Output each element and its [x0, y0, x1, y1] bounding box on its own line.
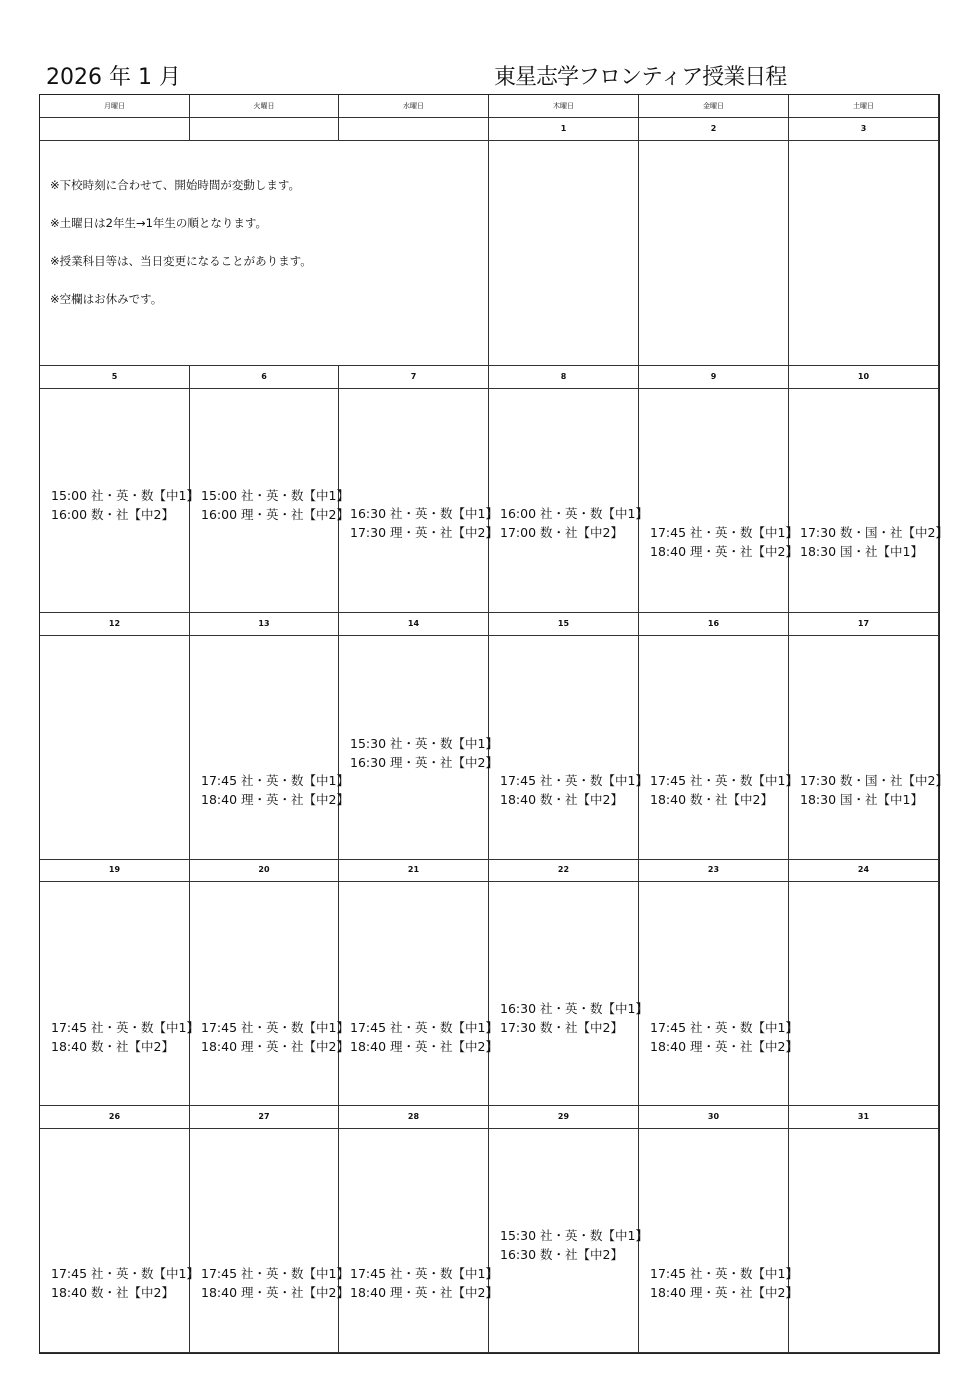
class-entry: 18:40 理・英・社【中2】	[650, 1039, 798, 1054]
day-cell	[789, 1129, 939, 1353]
date-number: 5	[111, 372, 118, 381]
day-cell	[789, 636, 948, 860]
date-number: 3	[860, 124, 867, 133]
class-entry: 16:30 社・英・数【中1】	[350, 506, 498, 521]
date-cell	[339, 1106, 489, 1129]
day-cell	[40, 389, 199, 613]
date-number: 19	[108, 865, 121, 874]
date-number: 17	[857, 619, 870, 628]
class-schedule	[650, 1264, 798, 1302]
class-entry: 17:45 社・英・数【中1】	[201, 1020, 349, 1035]
weekday-label: 月曜日	[104, 102, 125, 110]
class-entry: 18:40 理・英・社【中2】	[201, 1039, 349, 1054]
date-cell	[339, 118, 489, 141]
date-cell	[40, 613, 190, 636]
page-title: 東星志学フロンティア授業日程	[494, 65, 787, 90]
class-entry: 17:45 社・英・数【中1】	[350, 1020, 498, 1035]
class-entry: 18:40 数・社【中2】	[51, 1039, 174, 1054]
day-cell	[639, 389, 798, 613]
class-entry: 17:45 社・英・数【中1】	[201, 1266, 349, 1281]
class-entry: 17:45 社・英・数【中1】	[650, 1266, 798, 1281]
date-number: 6	[261, 372, 267, 381]
weekday-header	[339, 95, 489, 118]
class-entry: 16:00 数・社【中2】	[51, 507, 174, 522]
class-entry: 18:40 理・英・社【中2】	[650, 1285, 798, 1300]
note-item: ※土曜日は2年生→1年生の順となります。	[50, 216, 267, 230]
date-cell	[190, 366, 339, 389]
date-cell	[190, 613, 339, 636]
class-entry: 16:30 社・英・数【中1】	[500, 1001, 648, 1016]
date-number: 15	[557, 619, 570, 628]
class-entry: 17:45 社・英・数【中1】	[201, 773, 349, 788]
class-entry: 18:40 数・社【中2】	[51, 1285, 174, 1300]
class-entry: 15:30 社・英・数【中1】	[500, 1228, 648, 1243]
class-schedule	[350, 1264, 498, 1302]
month-label: 2026 年 1 月	[46, 65, 181, 90]
day-cell	[639, 1129, 798, 1353]
date-number: 10	[857, 372, 870, 381]
day-cell	[190, 882, 349, 1106]
date-cell	[190, 1106, 339, 1129]
date-cell	[489, 1106, 639, 1129]
class-schedule	[201, 1018, 349, 1056]
date-number: 26	[108, 1112, 121, 1121]
class-entry: 17:45 社・英・数【中1】	[51, 1266, 199, 1281]
date-cell	[789, 613, 939, 636]
date-number: 8	[560, 372, 567, 381]
day-cell	[190, 636, 349, 860]
class-entry: 18:40 理・英・社【中2】	[350, 1039, 498, 1054]
date-cell	[639, 366, 789, 389]
notes-cell	[40, 141, 489, 366]
date-cell	[489, 859, 639, 882]
class-entry: 18:40 理・英・社【中2】	[650, 544, 798, 559]
date-number: 20	[258, 865, 270, 874]
date-number: 24	[857, 865, 870, 874]
class-entry: 16:00 社・英・数【中1】	[500, 506, 648, 521]
date-cell	[639, 1106, 789, 1129]
day-cell	[489, 141, 639, 366]
date-number: 16	[707, 619, 720, 628]
date-number: 30	[707, 1112, 720, 1121]
class-schedule	[500, 771, 648, 809]
day-cell	[40, 882, 199, 1106]
class-schedule	[650, 771, 798, 809]
date-cell	[489, 366, 639, 389]
weekday-label: 火曜日	[253, 102, 275, 110]
class-schedule	[201, 486, 349, 524]
day-cell	[789, 141, 939, 366]
class-entry: 16:30 理・英・社【中2】	[350, 755, 498, 770]
class-schedule	[201, 1264, 349, 1302]
date-cell	[489, 613, 639, 636]
class-schedule	[500, 504, 648, 542]
date-number: 9	[710, 372, 717, 381]
class-entry: 17:30 理・英・社【中2】	[350, 525, 498, 540]
date-cell	[489, 118, 639, 141]
class-schedule	[350, 504, 498, 542]
class-entry: 17:45 社・英・数【中1】	[51, 1020, 199, 1035]
class-entry: 18:40 理・英・社【中2】	[201, 1285, 349, 1300]
date-cell	[789, 1106, 939, 1129]
date-cell	[789, 366, 939, 389]
date-number: 12	[108, 619, 121, 628]
class-schedule	[51, 1264, 199, 1302]
date-number: 31	[857, 1112, 870, 1121]
day-cell	[789, 389, 948, 613]
class-schedule	[800, 771, 948, 809]
class-entry: 18:40 数・社【中2】	[650, 792, 773, 807]
date-cell	[339, 613, 489, 636]
day-cell	[339, 636, 498, 860]
class-schedule	[500, 1226, 648, 1264]
date-cell	[40, 1106, 190, 1129]
day-cell	[489, 1129, 648, 1353]
weekday-header	[489, 95, 639, 118]
class-schedule	[650, 523, 798, 561]
day-cell	[639, 636, 798, 860]
class-schedule	[650, 1018, 798, 1056]
note-item: ※下校時刻に合わせて、開始時間が変動します。	[50, 178, 300, 192]
date-cell	[339, 859, 489, 882]
weekday-header	[639, 95, 789, 118]
class-schedule	[201, 771, 349, 809]
date-cell	[40, 118, 190, 141]
class-entry: 15:30 社・英・数【中1】	[350, 736, 498, 751]
date-number: 23	[707, 865, 720, 874]
date-cell	[639, 859, 789, 882]
weekday-header	[789, 95, 939, 118]
day-cell	[789, 882, 939, 1106]
class-entry: 17:45 社・英・数【中1】	[500, 773, 648, 788]
date-cell	[339, 366, 489, 389]
class-entry: 17:45 社・英・数【中1】	[350, 1266, 498, 1281]
note-item: ※空欄はお休みです。	[50, 292, 163, 306]
date-number: 13	[258, 619, 270, 628]
day-cell	[489, 636, 648, 860]
class-entry: 15:00 社・英・数【中1】	[51, 488, 199, 503]
weekday-label: 土曜日	[853, 102, 874, 110]
class-entry: 17:45 社・英・数【中1】	[650, 773, 798, 788]
day-cell	[190, 389, 349, 613]
class-entry: 18:30 国・社【中1】	[800, 544, 923, 559]
class-entry: 18:40 理・英・社【中2】	[350, 1285, 498, 1300]
date-number: 22	[557, 865, 570, 874]
date-number: 2	[710, 124, 717, 133]
class-entry: 16:00 理・英・社【中2】	[201, 507, 349, 522]
class-entry: 17:30 数・国・社【中2】	[800, 773, 948, 788]
class-schedule	[51, 486, 199, 524]
date-cell	[639, 613, 789, 636]
date-cell	[190, 118, 339, 141]
class-schedule	[350, 1018, 498, 1056]
date-number: 14	[407, 619, 420, 628]
day-cell	[489, 389, 648, 613]
day-cell	[639, 882, 798, 1106]
day-cell	[489, 882, 648, 1106]
date-cell	[789, 118, 939, 141]
date-cell	[40, 366, 190, 389]
date-cell	[789, 859, 939, 882]
class-entry: 17:00 数・社【中2】	[500, 525, 623, 540]
notes-list	[50, 177, 312, 329]
date-number: 29	[557, 1112, 570, 1121]
weekday-label: 金曜日	[703, 102, 724, 110]
class-schedule	[800, 523, 948, 561]
weekday-label: 水曜日	[403, 102, 424, 110]
day-cell	[639, 141, 789, 366]
class-entry: 18:40 数・社【中2】	[500, 792, 623, 807]
class-schedule	[350, 734, 498, 772]
class-schedule	[51, 1018, 199, 1056]
weekday-header	[40, 95, 190, 118]
class-entry: 17:30 数・国・社【中2】	[800, 525, 948, 540]
day-cell	[339, 389, 498, 613]
day-cell	[190, 1129, 349, 1353]
date-number: 28	[407, 1112, 420, 1121]
date-cell	[639, 118, 789, 141]
class-entry: 15:00 社・英・数【中1】	[201, 488, 349, 503]
class-entry: 16:30 数・社【中2】	[500, 1247, 623, 1262]
day-cell	[339, 882, 498, 1106]
class-entry: 18:30 国・社【中1】	[800, 792, 923, 807]
class-entry: 17:45 社・英・数【中1】	[650, 525, 798, 540]
class-schedule	[500, 999, 648, 1037]
calendar-grid	[39, 94, 948, 1354]
date-number: 1	[560, 124, 567, 133]
date-cell	[40, 859, 190, 882]
weekday-header	[190, 95, 339, 118]
day-cell	[40, 636, 190, 860]
class-entry: 18:40 理・英・社【中2】	[201, 792, 349, 807]
day-cell	[339, 1129, 498, 1353]
class-entry: 17:30 数・社【中2】	[500, 1020, 623, 1035]
weekday-label: 木曜日	[553, 102, 574, 110]
date-number: 7	[410, 372, 417, 381]
note-item: ※授業科目等は、当日変更になることがあります。	[50, 254, 312, 268]
date-cell	[190, 859, 339, 882]
date-number: 27	[258, 1112, 270, 1121]
date-number: 21	[407, 865, 420, 874]
day-cell	[40, 1129, 199, 1353]
class-entry: 17:45 社・英・数【中1】	[650, 1020, 798, 1035]
